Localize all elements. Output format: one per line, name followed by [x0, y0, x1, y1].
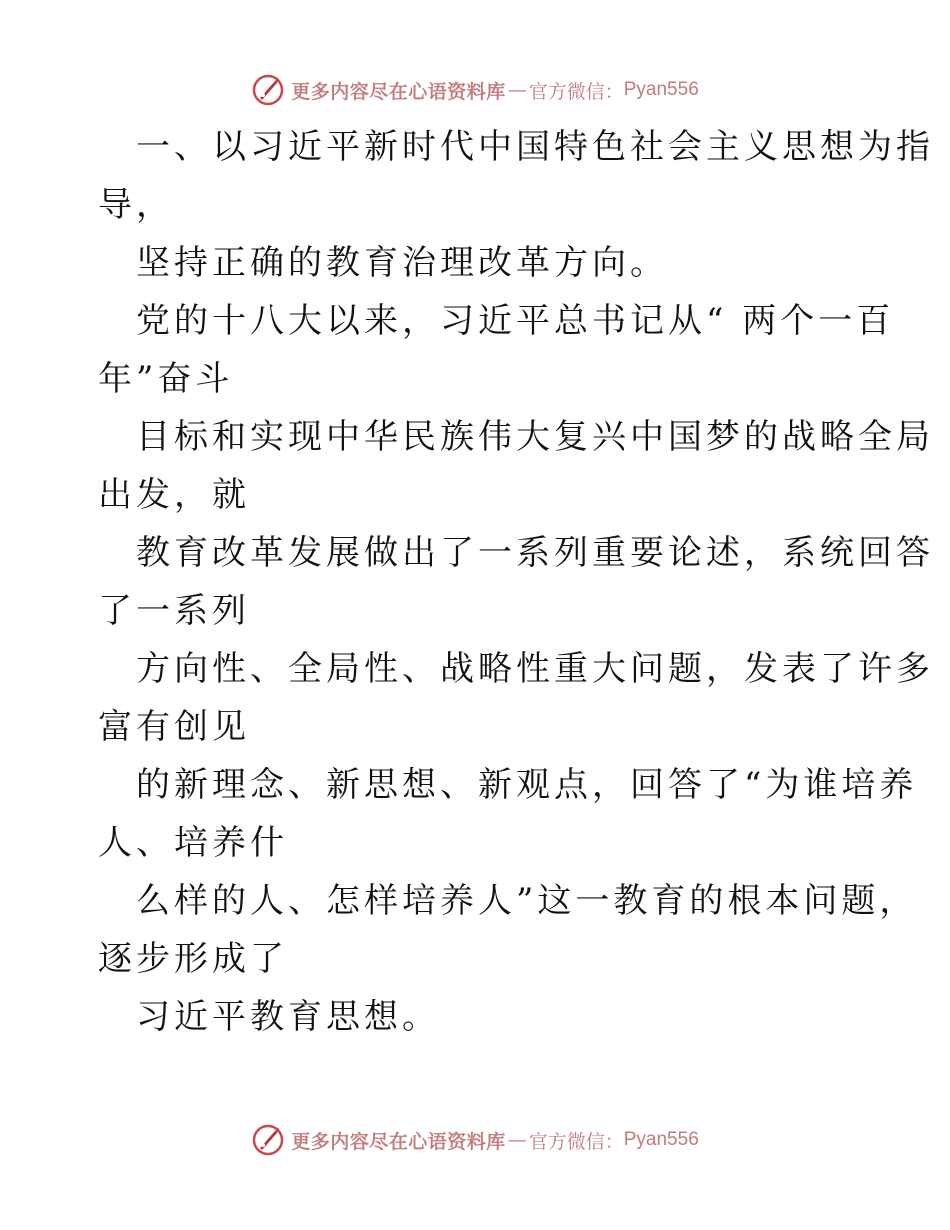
header-wechat-id: Pyan556: [623, 79, 699, 100]
body-line: 教育改革发展做出了一系列重要论述，系统回答: [136, 533, 934, 573]
body-line: 坚持正确的教育治理改革方向。: [136, 243, 668, 283]
quill-pen-logo-icon: [251, 1123, 285, 1157]
body-line: 么样的人、怎样培养人”这一教育的根本问题，: [136, 881, 918, 921]
body-line: 人、培养什: [98, 823, 288, 863]
body-line: 导，: [98, 185, 174, 225]
header-banner: [0, 70, 950, 110]
body-line: 的新理念、新思想、新观点，回答了“为谁培养: [136, 765, 918, 805]
header-slogan: 更多内容尽在心语资料库: [291, 80, 506, 103]
header-dash: —: [507, 79, 527, 101]
footer-banner: [0, 1120, 950, 1160]
footer-slogan: 更多内容尽在心语资料库: [291, 1130, 506, 1153]
body-line: 方向性、全局性、战略性重大问题，发表了许多: [136, 649, 934, 689]
header-wechat-label: 官方微信：: [528, 80, 624, 103]
body-line: 出发，就: [98, 475, 250, 515]
body-line: 一、以习近平新时代中国特色社会主义思想为指: [136, 127, 934, 167]
body-line: 年”奋斗: [98, 359, 234, 399]
footer-wechat-id: Pyan556: [623, 1129, 699, 1150]
footer-dash: —: [507, 1129, 527, 1151]
body-line: 富有创见: [98, 707, 250, 747]
body-line: 目标和实现中华民族伟大复兴中国梦的战略全局: [136, 417, 934, 457]
body-line: 逐步形成了: [98, 939, 288, 979]
body-line: 习近平教育思想。: [136, 997, 440, 1037]
body-line: 了一系列: [98, 591, 250, 631]
body-line: 党的十八大以来，习近平总书记从“ 两个一百: [136, 301, 895, 341]
quill-pen-logo-icon: [251, 73, 285, 107]
footer-wechat-label: 官方微信：: [528, 1130, 624, 1153]
document-body: [98, 118, 934, 1046]
